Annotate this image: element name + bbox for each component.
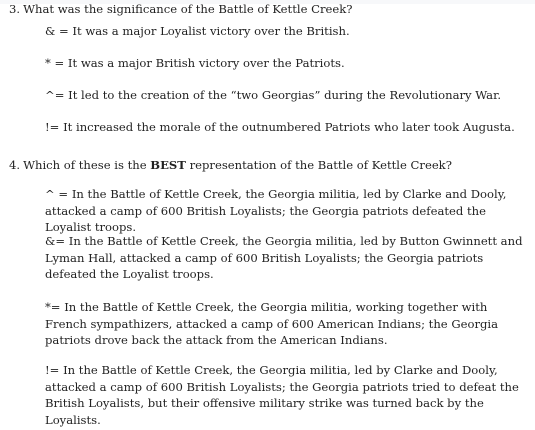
question-text: What was the significance of the Battle of Kettle Creek? bbox=[23, 2, 353, 16]
question-4-option-1[interactable] bbox=[45, 186, 523, 236]
option-symbol: ^= bbox=[45, 88, 69, 102]
question-3-option-1[interactable] bbox=[45, 23, 523, 40]
question-3-option-2[interactable] bbox=[45, 55, 523, 72]
option-text: In the Battle of Kettle Creek, the Georgia militia, led by Clarke and Dooly, attacked a camp of 600 British Loyalists; the Georgia patriots tried to defeat the British Loyalists, but their offensive military strike was turned back by the Loyalists. bbox=[45, 363, 519, 427]
question-text-start: Which of these is the bbox=[23, 158, 151, 172]
question-3-prompt bbox=[9, 1, 529, 17]
question-3-option-3[interactable] bbox=[45, 87, 523, 104]
option-text: In the Battle of Kettle Creek, the Georgia militia, working together with French sympathizers, attacked a camp of 600 American Indians; the Georgia patriots drove back the attack from the American Indians. bbox=[45, 300, 499, 347]
question-4-prompt bbox=[9, 157, 529, 173]
question-number: 3. bbox=[9, 2, 21, 16]
question-3-option-4[interactable] bbox=[45, 119, 523, 136]
option-text: In the Battle of Kettle Creek, the Georgia militia, led by Button Gwinnett and Lyman Hall, attacked a camp of 600 British Loyalists; the Georgia patriots defeated the Loyalist troops. bbox=[45, 234, 523, 281]
option-text: It was a major Loyalist victory over the British. bbox=[72, 24, 350, 38]
question-4-option-3[interactable] bbox=[45, 299, 523, 349]
option-symbol: *= bbox=[45, 300, 65, 314]
option-symbol: != bbox=[45, 363, 64, 377]
option-text: It increased the morale of the outnumbered Patriots who later took Augusta. bbox=[63, 120, 515, 134]
option-symbol: != bbox=[45, 120, 64, 134]
option-text: It led to the creation of the “two Georgias” during the Revolutionary War. bbox=[68, 88, 502, 102]
question-text-emphasis: BEST bbox=[150, 158, 186, 172]
question-text-end: representation of the Battle of Kettle Creek? bbox=[185, 158, 452, 172]
question-4-option-2[interactable] bbox=[45, 233, 523, 283]
option-symbol: ^ = bbox=[45, 187, 72, 201]
option-symbol: & = bbox=[45, 24, 73, 38]
option-symbol: * = bbox=[45, 56, 68, 70]
option-text: In the Battle of Kettle Creek, the Georgia militia, led by Clarke and Dooly, attacked a camp of 600 British Loyalists; the Georgia patriots defeated the Loyalist troops. bbox=[45, 187, 507, 234]
option-symbol: &= bbox=[45, 234, 69, 248]
option-text: It was a major British victory over the Patriots. bbox=[67, 56, 345, 70]
question-number: 4. bbox=[9, 158, 21, 172]
question-4-option-4[interactable] bbox=[45, 362, 523, 428]
